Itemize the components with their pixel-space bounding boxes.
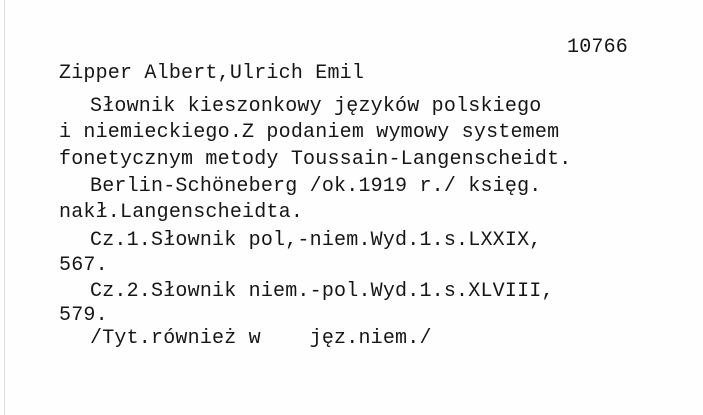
imprint-line-2: nakł.Langenscheidta. bbox=[59, 201, 304, 224]
volume-1-line: Cz.1.Słownik pol,-niem.Wyd.1.s.LXXIX, bbox=[90, 229, 542, 252]
author-heading: Zipper Albert,Ulrich Emil bbox=[59, 62, 365, 85]
title-line-2: i niemieckiego.Z podaniem wymowy systemem bbox=[59, 121, 560, 144]
title-line-1: Słownik kieszonkowy języków polskiego bbox=[90, 95, 542, 118]
volume-2-pages: 579. bbox=[59, 304, 108, 327]
catalog-number: 10766 bbox=[567, 36, 629, 59]
imprint-line-1: Berlin-Schöneberg /ok.1919 r./ księg. bbox=[90, 175, 542, 198]
title-note: /Tyt.również w jęz.niem./ bbox=[90, 327, 432, 350]
volume-2-line: Cz.2.Słownik niem.-pol.Wyd.1.s.XLVIII, bbox=[90, 280, 554, 303]
card-edge-divider bbox=[4, 0, 5, 415]
volume-1-pages: 567. bbox=[59, 254, 108, 277]
title-line-3: fonetycznym metody Toussain-Langenscheidt. bbox=[59, 148, 572, 171]
